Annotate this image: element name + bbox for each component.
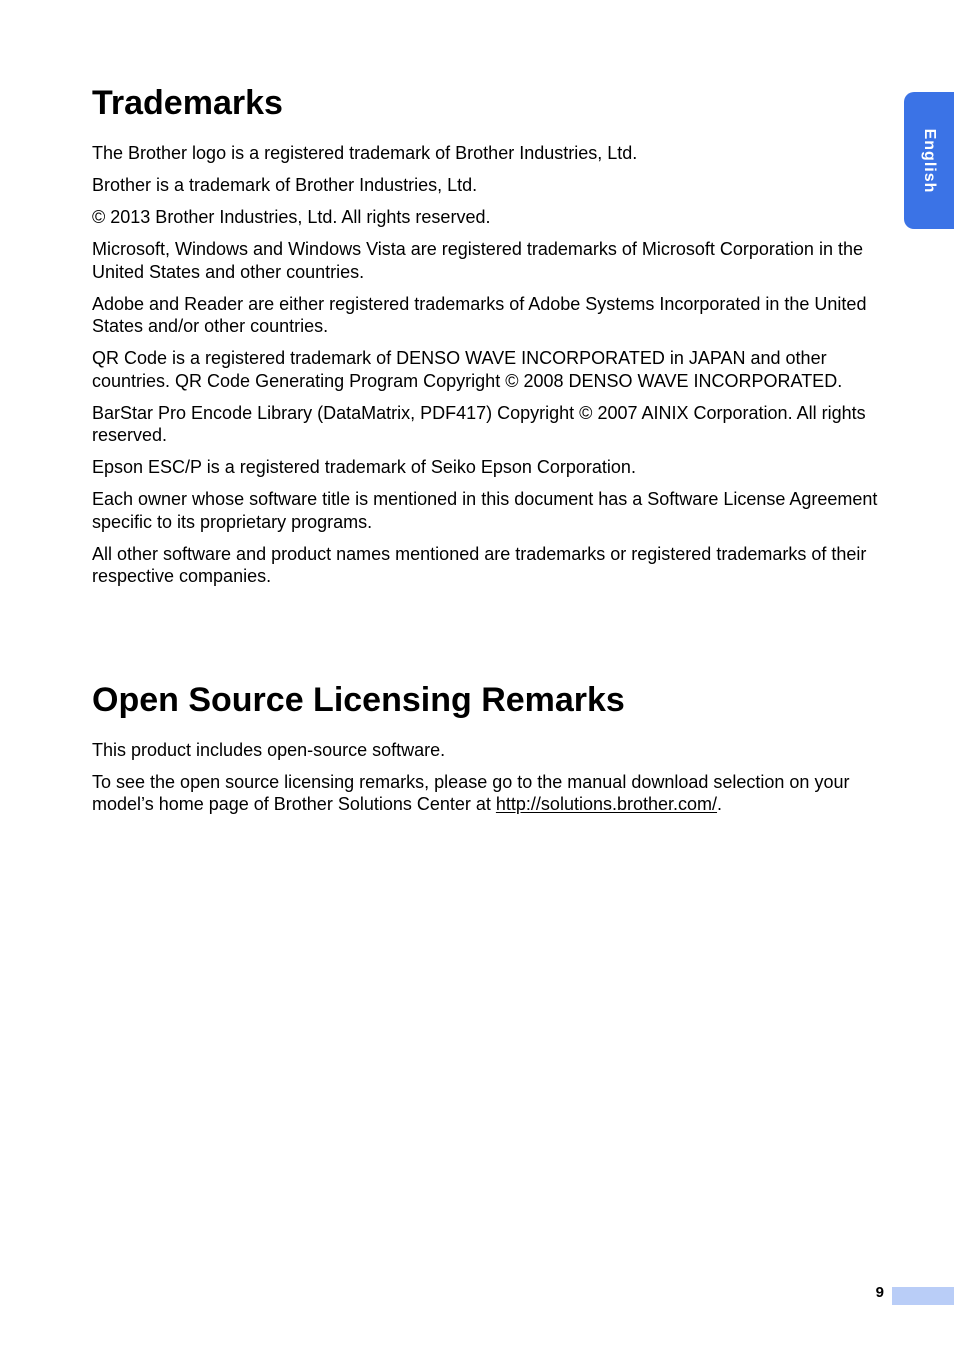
trademark-paragraph: Adobe and Reader are either registered trademarks of Adobe Systems Incorporated in the United States and/or other countries.: [92, 293, 867, 336]
trademark-paragraph: Microsoft, Windows and Windows Vista are registered trademarks of Microsoft Corporation in the United States and other countries.: [92, 239, 863, 282]
trademarks-body: [92, 142, 887, 597]
open-source-heading: Open Source Licensing Remarks: [92, 681, 625, 719]
trademarks-heading: Trademarks: [92, 84, 283, 122]
page-number-bar: [892, 1287, 954, 1305]
open-source-remarks-text: To see the open source licensing remarks, please go to the manual download selection on your model’s home page of Brother Solutions Center at: [92, 771, 850, 814]
trademark-paragraph: QR Code is a registered trademark of DENSO WAVE INCORPORATED in JAPAN and other countries. QR Code Generating Program Copyright © 2008 DENSO WAVE INCORPORATED.: [92, 348, 843, 391]
language-tab-label: English: [921, 128, 938, 193]
trademark-paragraph: Brother is a trademark of Brother Industries, Ltd.: [92, 175, 478, 195]
language-tab: [904, 92, 954, 229]
trademark-paragraph: Each owner whose software title is mentioned in this document has a Software License Agreement specific to its proprietary programs.: [92, 489, 878, 532]
solutions-center-link[interactable]: http://solutions.brother.com/: [495, 794, 718, 814]
open-source-intro: This product includes open-source software.: [92, 740, 446, 760]
trademark-paragraph: © 2013 Brother Industries, Ltd. All rights reserved.: [92, 207, 491, 227]
trademark-paragraph: All other software and product names mentioned are trademarks or registered trademarks of their respective companies.: [92, 543, 867, 586]
trademark-paragraph: BarStar Pro Encode Library (DataMatrix, PDF417) Copyright © 2007 AINIX Corporation. All rights reserved.: [92, 402, 866, 445]
trademark-paragraph: The Brother logo is a registered trademark of Brother Industries, Ltd.: [92, 143, 638, 163]
page-number: 9: [875, 1284, 884, 1301]
open-source-remarks-end: .: [717, 794, 723, 814]
open-source-body: [92, 739, 887, 825]
trademark-paragraph: Epson ESC/P is a registered trademark of Seiko Epson Corporation.: [92, 457, 636, 477]
open-source-remarks: [92, 771, 887, 816]
